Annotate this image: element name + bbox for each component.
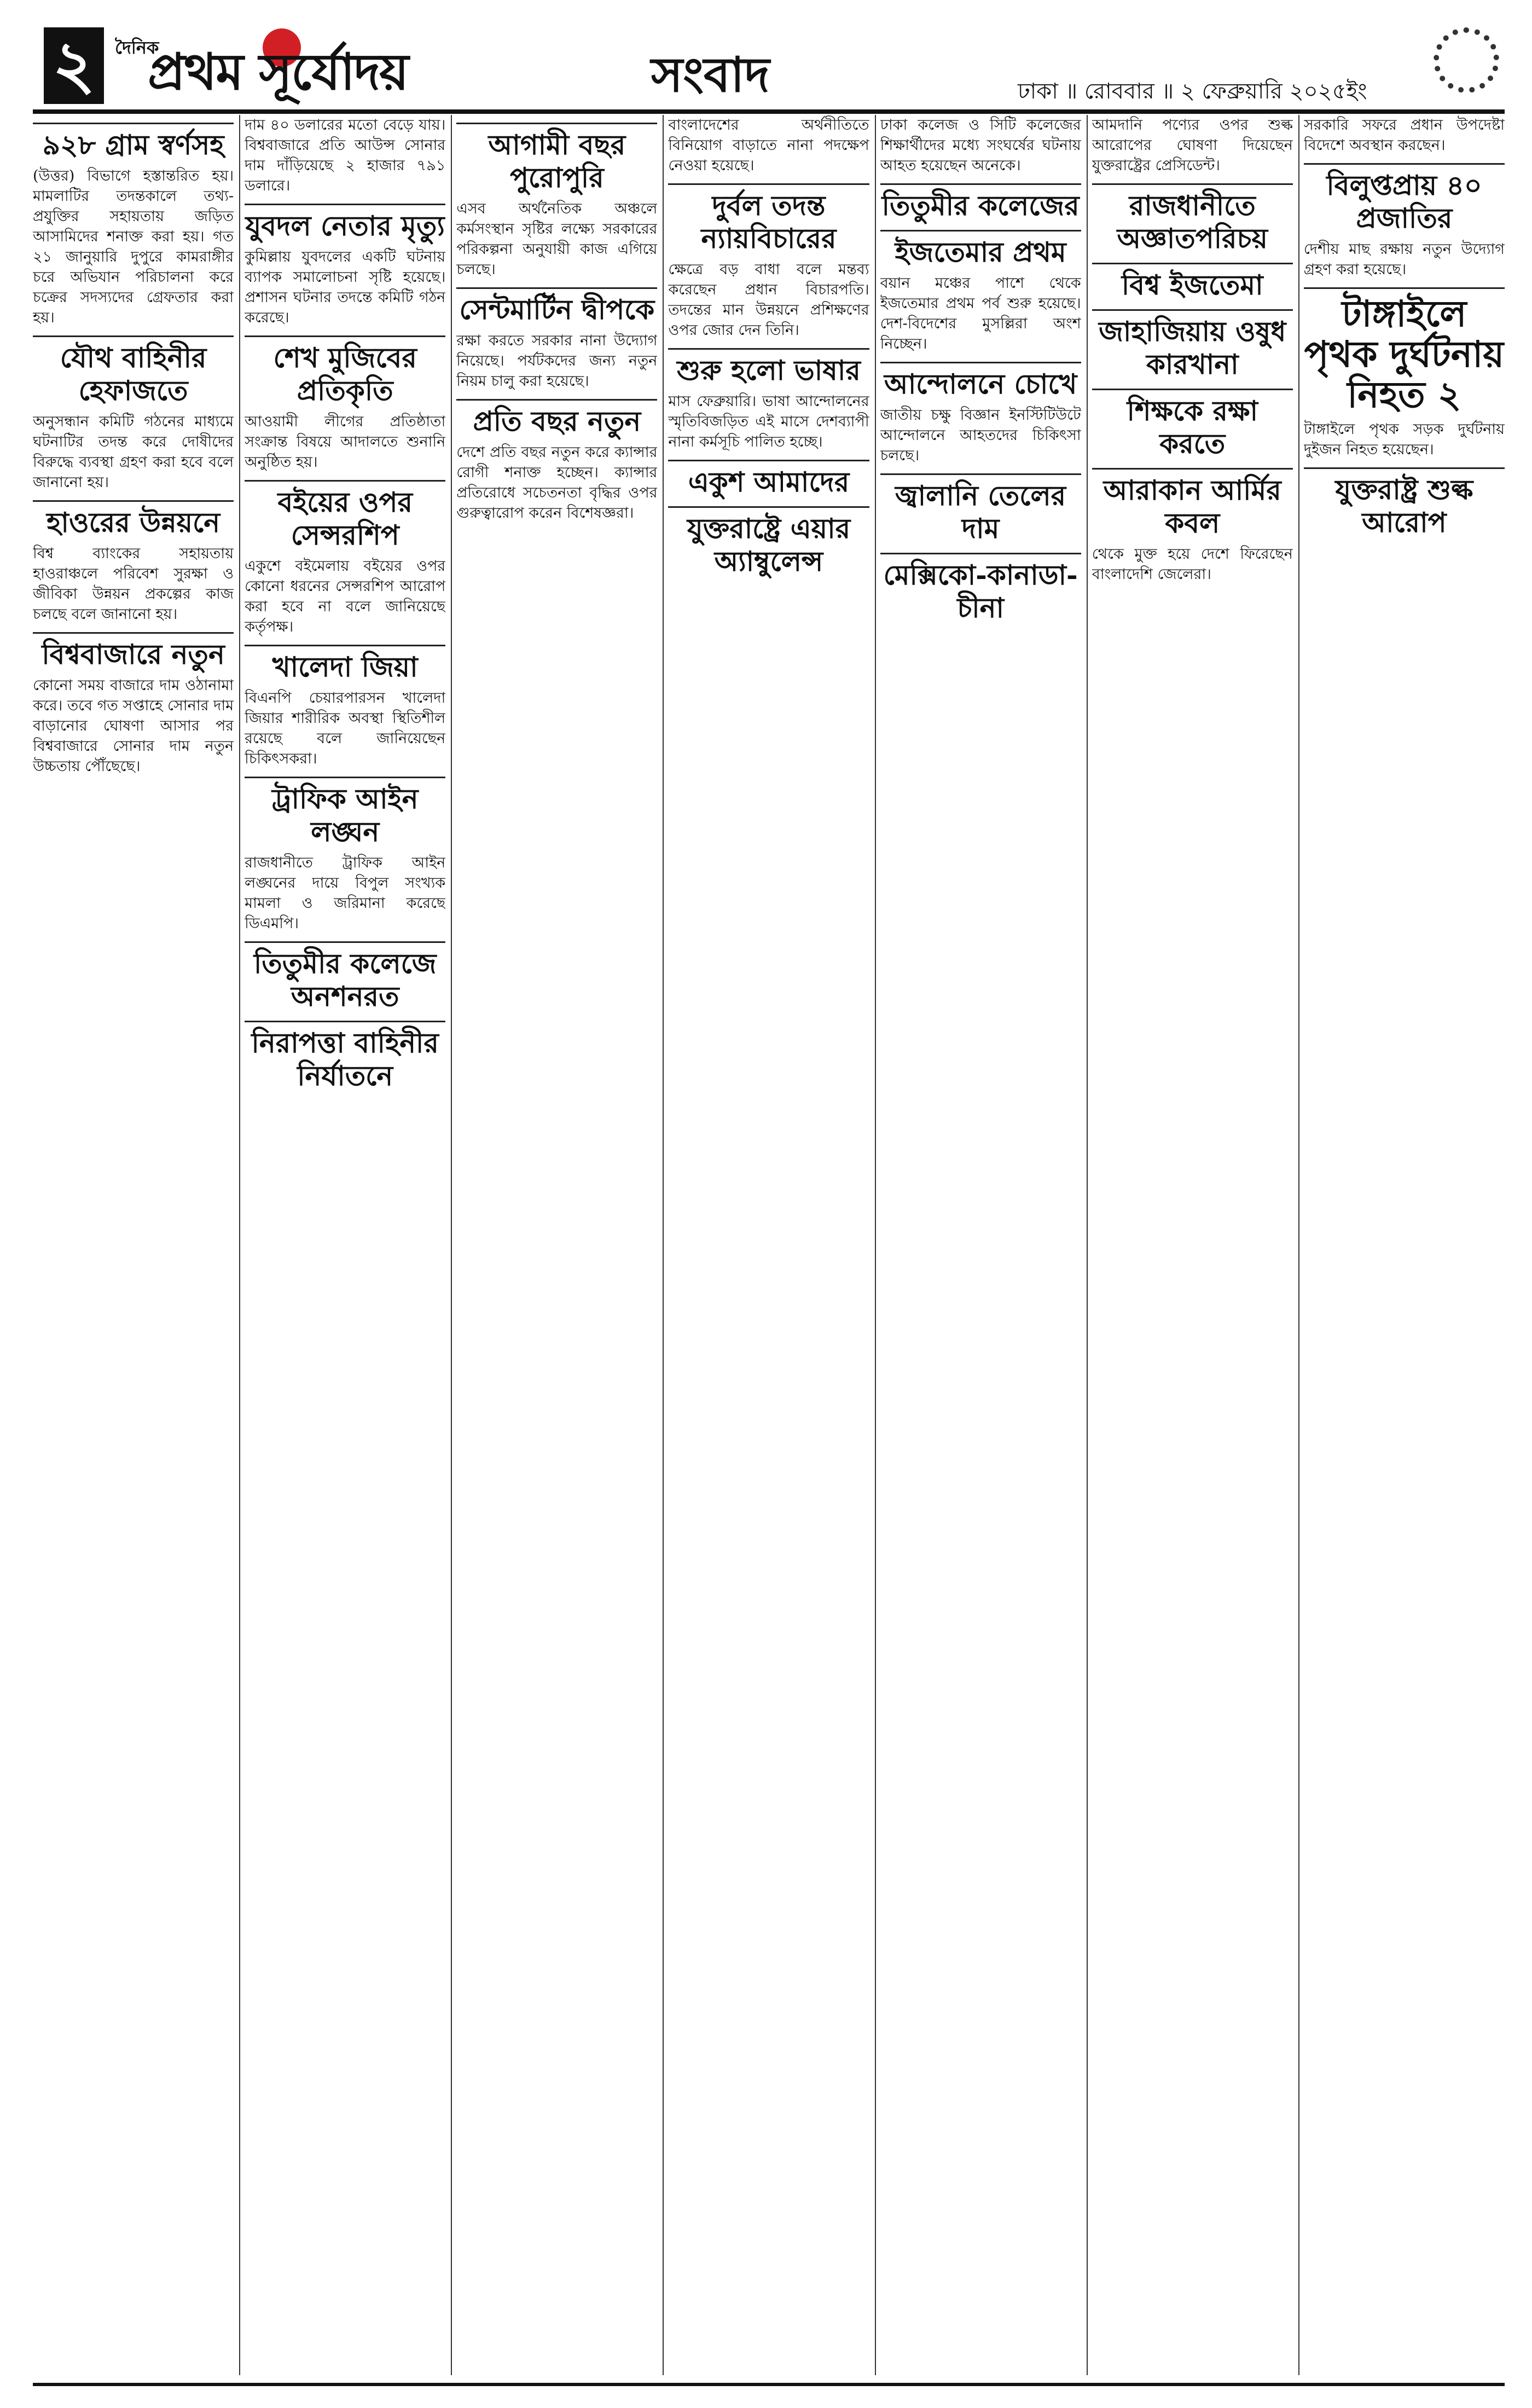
article-paragraph: মাস ফেব্রুয়ারি। ভাষা আন্দোলনের স্মৃতিবিজড়িত এই মাসে দেশব্যাপী নানা কর্মসূচি পালিত হচ্ছে। — [668, 393, 869, 450]
article-paragraph: অনুসন্ধান কমিটি গঠনের মাধ্যমে ঘটনাটির তদন্ত করে দোষীদের বিরুদ্ধে ব্যবস্থা গ্রহণ করা হবে বলে জানানো হয়। — [33, 413, 234, 491]
article-paragraph: বিএনপি চেয়ারপারসন খালেদা জিয়ার শারীরিক অবস্থা স্থিতিশীল রয়েছে বলে জানিয়েছেন চিকিৎসকরা। — [245, 690, 446, 767]
column-divider — [663, 115, 664, 2375]
article-headline: ৯২৮ গ্রাম স্বর্ণসহ — [33, 123, 234, 161]
article-headline: ট্রাফিক আইন লঙ্ঘন — [245, 777, 445, 848]
article-headline: নিরাপত্তা বাহিনীর নির্যাতনে — [245, 1021, 445, 1092]
column-5 — [880, 115, 1081, 2375]
column-2 — [245, 115, 445, 2375]
article-headline: বিশ্ব ইজতেমা — [1092, 263, 1293, 302]
article-headline: জাহাজিয়ায় ওষুধ কারখানা — [1092, 309, 1293, 381]
column-4 — [668, 115, 869, 2375]
article-headline: প্রতি বছর নতুন — [456, 399, 657, 438]
emblem-icon — [1434, 27, 1499, 93]
article-headline: টাঙ্গাইলে পৃথক দুর্ঘটনায় নিহত ২ — [1304, 287, 1505, 415]
column-3 — [456, 115, 657, 2375]
article-paragraph: রাজধানীতে ট্রাফিক আইন লঙ্ঘনের দায়ে বিপুল সংখ্যক মামলা ও জরিমানা করেছে ডিএমপি। — [245, 854, 446, 932]
footer-rule — [33, 2383, 1505, 2386]
dateline: ঢাকা ॥ রোববার ॥ ২ ফেব্রুয়ারি ২০২৫ইং — [1018, 79, 1367, 104]
article-headline: শুরু হলো ভাষার — [668, 348, 869, 387]
article-paragraph: কুমিল্লায় যুবদলের একটি ঘটনায় ব্যাপক সমালোচনা সৃষ্টি হয়েছে। প্রশাসন ঘটনার তদন্তে কমিটি গঠন করেছে। — [245, 248, 446, 326]
article-headline: বিশ্ববাজারে নতুন — [33, 632, 234, 671]
article-paragraph: ক্ষেত্রে বড় বাধা বলে মন্তব্য করেছেন প্রধান বিচারপতি। তদন্তের মান উন্নয়নে প্রশিক্ষণের ওপর জোর দেন তিনি। — [668, 261, 869, 339]
column-divider — [1298, 115, 1299, 2375]
article-paragraph: টাঙ্গাইলে পৃথক সড়ক দুর্ঘটনায় দুইজন নিহত হয়েছেন। — [1303, 421, 1505, 458]
column-divider — [239, 115, 240, 2375]
article-headline: তিতুমীর কলেজে অনশনরত — [245, 941, 445, 1013]
article-paragraph: আওয়ামী লীগের প্রতিষ্ঠাতা সংক্রান্ত বিষয়ে আদালতে শুনানি অনুষ্ঠিত হয়। — [245, 413, 446, 471]
article-headline: দুর্বল তদন্ত ন্যায়বিচারের — [668, 183, 869, 255]
article-paragraph: দাম ৪০ ডলারের মতো বেড়ে যায়। বিশ্ববাজারে প্রতি আউন্স সোনার দাম দাঁড়িয়েছে ২ হাজার ৭৯১ ডলারে। — [245, 117, 446, 194]
column-1 — [33, 115, 234, 2375]
column-divider — [1087, 115, 1088, 2375]
article-headline: জ্বালানি তেলের দাম — [880, 473, 1081, 545]
article-headline: খালেদা জিয়া — [245, 645, 445, 684]
article-headline: শিক্ষকে রক্ষা করতে — [1092, 389, 1293, 460]
article-paragraph: জাতীয় চক্ষু বিজ্ঞান ইনস্টিটিউটে আন্দোলনে আহতদের চিকিৎসা চলছে। — [880, 407, 1081, 464]
article-paragraph: একুশে বইমেলায় বইয়ের ওপর কোনো ধরনের সেন্সরশিপ আরোপ করা হবে না বলে জানিয়েছে কর্তৃপক্ষ। — [245, 558, 446, 635]
article-headline: যুক্তরাষ্ট্র শুল্ক আরোপ — [1304, 467, 1505, 539]
article-paragraph: দেশে প্রতি বছর নতুন করে ক্যান্সার রোগী শনাক্ত হচ্ছেন। ক্যান্সার প্রতিরোধে সচেতনতা বৃদ্ধির ওপর গুরুত্বারোপ করেন বিশেষজ্ঞরা। — [456, 444, 658, 522]
article-headline: যৌথ বাহিনীর হেফাজতে — [33, 335, 234, 407]
section-title: সংবাদ — [651, 46, 770, 103]
article-headline: তিতুমীর কলেজের — [880, 183, 1081, 222]
column-6 — [1092, 115, 1293, 2375]
article-headline: মেক্সিকো-কানাডা-চীনা — [880, 553, 1081, 624]
article-paragraph: থেকে মুক্ত হয়ে দেশে ফিরেছেন বাংলাদেশি জেলেরা। — [1092, 546, 1293, 583]
masthead — [33, 22, 1505, 115]
article-paragraph: সরকারি সফরে প্রধান উপদেষ্টা বিদেশে অবস্থান করছেন। — [1303, 117, 1505, 154]
article-paragraph: আমদানি পণ্যের ওপর শুল্ক আরোপের ঘোষণা দিয়েছেন যুক্তরাষ্ট্রের প্রেসিডেন্ট। — [1092, 117, 1293, 174]
column-divider — [451, 115, 452, 2375]
article-paragraph: এসব অর্থনৈতিক অঞ্চলে কর্মসংস্থান সৃষ্টির লক্ষ্যে সরকারের পরিকল্পনা অনুযায়ী কাজ এগিয়ে চলছে। — [456, 200, 658, 278]
article-paragraph: দেশীয় মাছ রক্ষায় নতুন উদ্যোগ গ্রহণ করা হয়েছে। — [1303, 241, 1505, 278]
article-headline: সেন্টমার্টিন দ্বীপকে — [456, 287, 657, 326]
article-headline: বইয়ের ওপর সেন্সরশিপ — [245, 480, 445, 552]
article-headline: হাওরের উন্নয়নে — [33, 500, 234, 539]
column-7 — [1304, 115, 1505, 2375]
article-paragraph: ঢাকা কলেজ ও সিটি কলেজের শিক্ষার্থীদের মধ্যে সংঘর্ষের ঘটনায় আহত হয়েছেন অনেকে। — [880, 117, 1081, 174]
brand-prefix: দৈনিক — [115, 37, 159, 58]
article-headline: একুশ আমাদের — [668, 460, 869, 499]
article-headline: যুবদল নেতার মৃত্যু — [245, 204, 445, 242]
article-headline: রাজধানীতে অজ্ঞাতপরিচয় — [1092, 183, 1293, 255]
article-headline: শেখ মুজিবের প্রতিকৃতি — [245, 335, 445, 407]
article-headline: যুক্তরাষ্ট্রে এয়ার অ্যাম্বুলেন্স — [668, 506, 869, 578]
article-headline: আরাকান আর্মির কবল — [1092, 468, 1293, 540]
article-headline: বিলুপ্তপ্রায় ৪০ প্রজাতির — [1304, 163, 1505, 235]
article-paragraph: বয়ান মঞ্চের পাশে থেকে ইজতেমার প্রথম পর্ব শুরু হয়েছে। দেশ-বিদেশের মুসল্লিরা অংশ নিচ্ছেন। — [880, 275, 1081, 352]
column-divider — [875, 115, 876, 2375]
article-paragraph: বিশ্ব ব্যাংকের সহায়তায় হাওরাঞ্চলে পরিবেশ সুরক্ষা ও জীবিকা উন্নয়ন প্রকল্পের কাজ চলছে বলে জানানো হয়। — [33, 545, 234, 623]
page-number: ২ — [44, 27, 104, 104]
article-headline: আন্দোলনে চোখে — [880, 362, 1081, 401]
brand-title: প্রথম সূর্যোদয় — [148, 42, 408, 101]
article-paragraph: (উত্তর) বিভাগে হস্তান্তরিত হয়। মামলাটির তদন্তকালে তথ্য-প্রযুক্তির সহায়তায় জড়িত আসামিদের শনাক্ত করা হয়। গত ২১ জানুয়ারি দুপুরে কামরাঙ্গীর চরে অভিযান পরিচালনা করে চক্রের সদস্যদের গ্রেফতার করা হয়। — [33, 167, 234, 326]
article-headline: আগামী বছর পুরোপুরি — [456, 123, 657, 194]
article-paragraph: বাংলাদেশের অর্থনীতিতে বিনিয়োগ বাড়াতে নানা পদক্ষেপ নেওয়া হয়েছে। — [668, 117, 869, 174]
masthead-rule — [33, 109, 1505, 114]
article-paragraph: রক্ষা করতে সরকার নানা উদ্যোগ নিয়েছে। পর্যটকদের জন্য নতুন নিয়ম চালু করা হয়েছে। — [456, 332, 658, 390]
article-headline: ইজতেমার প্রথম — [880, 230, 1081, 269]
article-paragraph: কোনো সময় বাজারে দাম ওঠানামা করে। তবে গত সপ্তাহে সোনার দাম বাড়ানোর ঘোষণা আসার পর বিশ্ববাজারে সোনার দাম নতুন উচ্চতায় পৌঁছেছে। — [33, 677, 234, 775]
